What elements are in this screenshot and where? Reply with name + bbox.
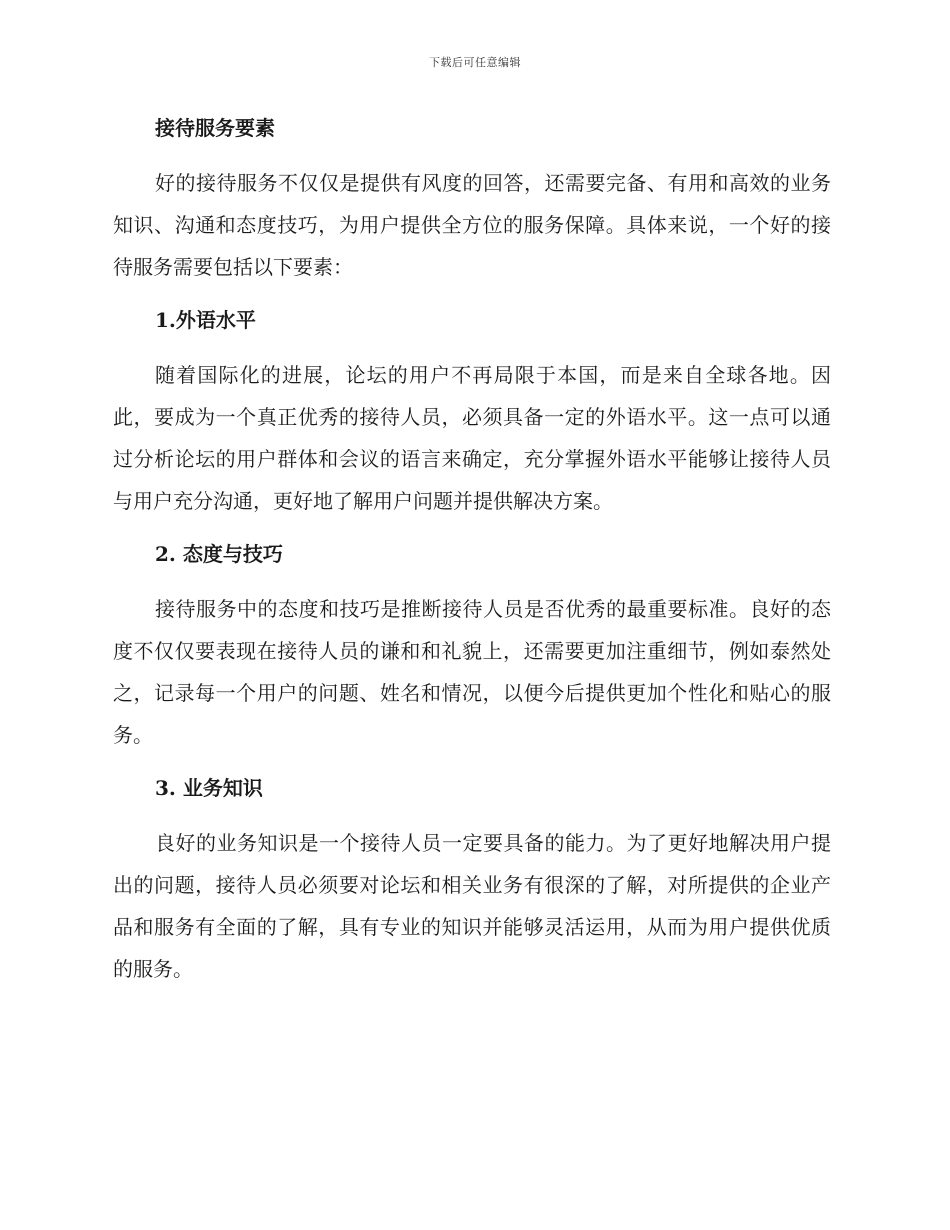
section-heading: 1.外语水平: [155, 308, 256, 332]
section-paragraph: 接待服务中的态度和技巧是推断接待人员是否优秀的最重要标准。良好的态度不仅仅要表现在接待人员的谦和和礼貌上，还需要更加注重细节，例如泰然处之，记录每一个用户的问题、姓名和情况，以便今后提供更加个性化和贴心的服务。: [113, 597, 831, 747]
section-heading: 3. 业务知识: [155, 776, 263, 800]
section-paragraph: 良好的业务知识是一个接待人员一定要具备的能力。为了更好地解决用户提出的问题，接待人员必须要对论坛和相关业务有很深的了解，对所提供的企业产品和服务有全面的了解，具有专业的知识并能够灵活运用，从而为用户提供优质的服务。: [113, 831, 831, 981]
document-body: [113, 110, 831, 990]
section-heading: 接待服务要素: [155, 116, 275, 140]
section-paragraph: 随着国际化的进展，论坛的用户不再局限于本国，而是来自全球各地。因此，要成为一个真正优秀的接待人员，必须具备一定的外语水平。这一点可以通过分析论坛的用户群体和会议的语言来确定，充分掌握外语水平能够让接待人员与用户充分沟通，更好地了解用户问题并提供解决方案。: [113, 363, 831, 513]
section-heading: 2. 态度与技巧: [155, 542, 283, 566]
header-note: 下载后可任意编辑: [429, 56, 521, 69]
section-paragraph: 好的接待服务不仅仅是提供有风度的回答，还需要完备、有用和高效的业务知识、沟通和态度技巧，为用户提供全方位的服务保障。具体来说，一个好的接待服务需要包括以下要素：: [113, 171, 831, 279]
